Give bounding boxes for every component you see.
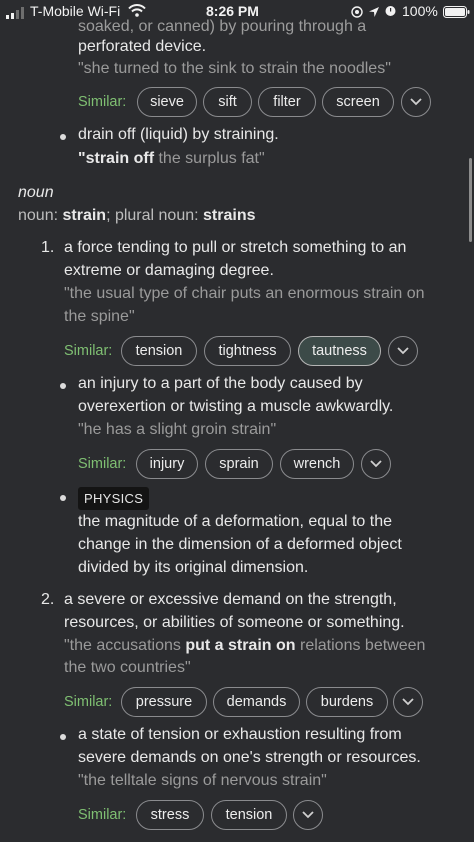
definition-text: perforated device. [78, 38, 207, 55]
sense-number: 1. [41, 239, 55, 256]
more-synonyms-button[interactable] [393, 687, 423, 717]
definition-text: a severe or excessive demand on the strength, [64, 591, 397, 608]
forms-plural: strains [203, 207, 256, 224]
chevron-down-icon [402, 698, 414, 706]
definition-text: severe demands on one's strength or resources. [78, 749, 421, 766]
more-synonyms-button[interactable] [388, 336, 418, 366]
synonym-chip[interactable]: burdens [306, 687, 388, 717]
forms-mid: ; plural noun: [106, 207, 204, 224]
definition-text: the magnitude of a deformation, equal to the [78, 513, 392, 530]
more-synonyms-button[interactable] [293, 800, 323, 830]
cellular-signal-icon [6, 6, 26, 24]
similar-label: Similar: [64, 694, 113, 710]
definition-text: a force tending to pull or stretch something to an [64, 239, 407, 256]
verb-top-cut-text: soaked, or canned) by pouring through a [78, 18, 367, 35]
battery-percent: 100% [402, 3, 438, 19]
definition-text: divided by its original dimension. [78, 559, 309, 576]
similar-label: Similar: [78, 456, 127, 472]
chevron-down-icon [410, 98, 422, 106]
alarm-icon [384, 4, 397, 22]
definition-text: extreme or damaging degree. [64, 262, 274, 279]
example-text: the two countries" [64, 659, 191, 676]
more-synonyms-button[interactable] [401, 87, 431, 117]
forms-word: strain [62, 207, 107, 224]
example-text: "the telltale signs of nervous strain" [78, 772, 327, 789]
chevron-down-icon [302, 811, 314, 819]
definition-text: overexertion or twisting a muscle awkwardly. [78, 398, 394, 415]
battery-icon [443, 5, 471, 23]
definition-text: an injury to a part of the body caused by [78, 375, 363, 392]
synonym-chip[interactable]: stress [136, 800, 204, 830]
example-text: "the usual type of chair puts an enormous strain on [64, 285, 425, 302]
synonym-chip[interactable]: filter [258, 87, 316, 117]
synonym-chip[interactable]: sprain [205, 449, 273, 479]
sense-number: 2. [41, 591, 55, 608]
chevron-down-icon [370, 460, 382, 468]
forms-prefix: noun: [18, 207, 63, 224]
example-bold-phrase: put a strain on [185, 637, 296, 654]
synonym-chip[interactable]: pressure [121, 687, 207, 717]
more-synonyms-button[interactable] [361, 449, 391, 479]
bullet-dot [60, 734, 66, 740]
definition-text: resources, or abilities of someone or something. [64, 614, 405, 631]
example-start: "the accusations [64, 637, 186, 654]
definition-text: change in the dimension of a deformed object [78, 536, 402, 553]
bullet-dot [60, 383, 66, 389]
synonym-chip[interactable]: tightness [204, 336, 291, 366]
synonym-chip[interactable]: demands [213, 687, 300, 717]
bullet-dot [60, 495, 66, 501]
synonym-chip[interactable]: injury [136, 449, 198, 479]
subject-badge: PHYSICS [78, 487, 149, 510]
example-text: the spine" [64, 308, 135, 325]
similar-label: Similar: [78, 807, 127, 823]
carrier-label: T-Mobile Wi-Fi [30, 3, 121, 19]
noun-forms [18, 207, 255, 225]
synonym-chip[interactable]: tension [211, 800, 287, 830]
scrollbar[interactable] [469, 158, 472, 242]
similar-label: Similar: [78, 94, 127, 110]
chevron-down-icon [397, 347, 409, 355]
example-text [64, 637, 425, 655]
example-text: "she turned to the sink to strain the noodles" [78, 60, 391, 77]
synonym-chip-selected[interactable]: tautness [298, 336, 381, 366]
synonym-chip[interactable]: sift [203, 87, 252, 117]
bullet-dot [60, 134, 66, 140]
clock-time: 8:26 PM [206, 3, 259, 19]
part-of-speech-heading: noun [18, 184, 54, 201]
definition-text: drain off (liquid) by straining. [78, 126, 279, 143]
example-text [78, 150, 265, 168]
synonym-chip[interactable]: wrench [280, 449, 354, 479]
synonym-chip[interactable]: tension [121, 336, 197, 366]
example-text: "he has a slight groin strain" [78, 421, 277, 438]
example-end: relations between [295, 637, 426, 654]
example-rest: the surplus fat" [154, 150, 265, 167]
similar-label: Similar: [64, 343, 113, 359]
synonym-chip[interactable]: sieve [137, 87, 197, 117]
synonym-chip[interactable]: screen [322, 87, 394, 117]
example-bold-phrase: "strain off [78, 150, 155, 167]
location-arrow-icon [368, 5, 380, 23]
definition-text: a state of tension or exhaustion resulting from [78, 726, 402, 743]
